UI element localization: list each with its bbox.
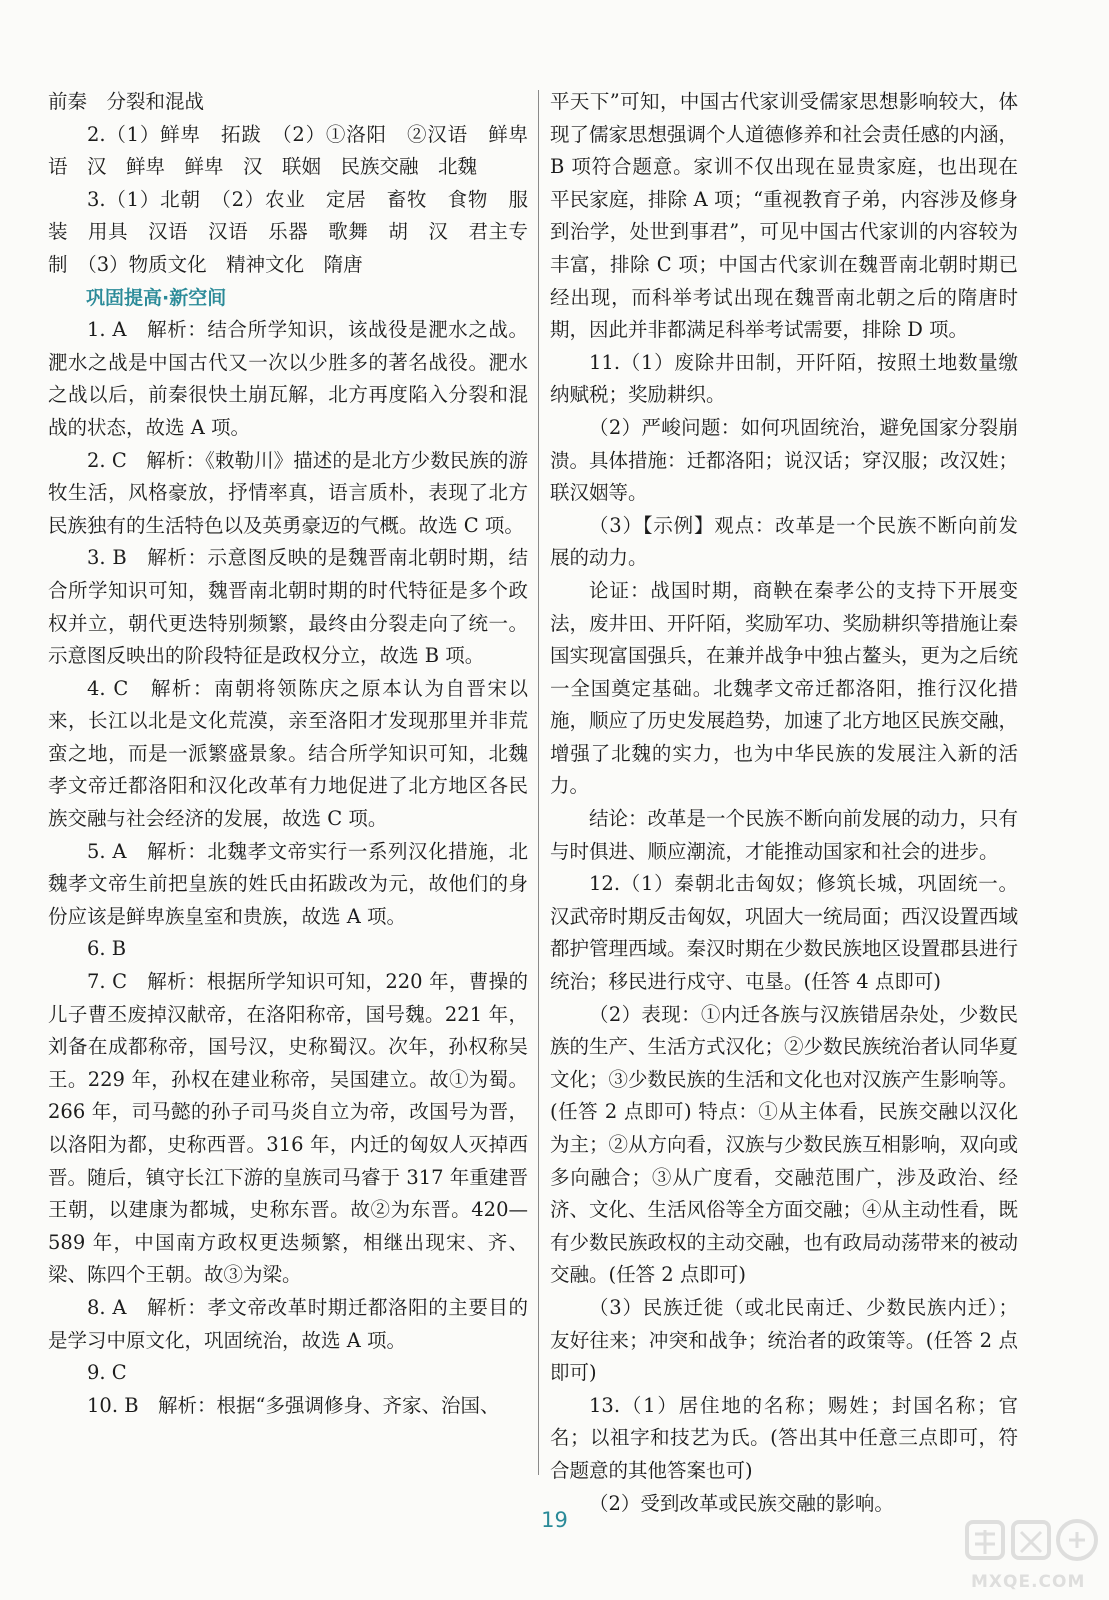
answer-12-part-2: （2）表现：①内迁各族与汉族错居杂处，少数民族的生产、生活方式汉化；②少数民族统治者认同华夏文化；③少数民族的生活和文化也对汉族产生影响等。(任答 2 点即可) 特点：①从主体看，民族交融以汉化为主；②从方向看，汉族与少数民族互相影响，双向或多向融合；③从广度看，交融范围广，涉及政治、经济、文化、生活风俗等全方面交融；④从主动性看，既有少数民族政权的主动交融，也有政局动荡带来的被动交融。(任答 2 点即可) (550, 1002, 1019, 1287)
answer-10-analysis: 10. B 解析：根据“多强调修身、齐家、治国、 (87, 1393, 500, 1417)
answer-8-analysis: 8. A 解析：孝文帝改革时期迁都洛阳的主要目的是学习中原文化，巩固统治，故选 A 项。 (48, 1295, 528, 1352)
answer-13-part-1: 13.（1）居住地的名称；赐姓；封国名称；官名；以祖字和技艺为氏。(答出其中任意三点即可，符合题意的其他答案也可) (550, 1393, 1018, 1482)
answer-11-part-1: 11.（1）废除井田制，开阡陌，按照土地数量缴纳赋税；奖励耕织。 (550, 350, 1018, 407)
answer-2-analysis: 2. C 解析：《敕勒川》描述的是北方少数民族的游牧生活，风格豪放，抒情率真，语言质朴，表现了北方民族独有的生活特色以及英勇豪迈的气概。故选 C 项。 (48, 448, 528, 537)
watermark-logo-icon (963, 1516, 1103, 1572)
answer-12-part-3: （3）民族迁徙（或北民南迁、少数民族内迁）；友好往来；冲突和战争；统治者的政策等。(任答 2 点即可) (550, 1295, 1018, 1385)
watermark-text: MXQE.COM (971, 1572, 1086, 1592)
column-divider (538, 90, 539, 1475)
answer-11-conclusion: 结论：改革是一个民族不断向前发展的动力，只有与时俱进、顺应潮流，才能推动国家和社会的进步。 (550, 807, 1019, 863)
answer-3: 3.（1）北朝 （2）农业 定居 畜牧 食物 服装 用具 汉语 汉语 乐器 歌舞 胡 汉 君主专制 （3）物质文化 精神文化 隋唐 (48, 187, 528, 276)
answer-2: 2.（1）鲜卑 拓跋 （2）①洛阳 ②汉语 鲜卑语 汉 鲜卑 鲜卑 汉 联姻 民族交融 北魏 (48, 122, 528, 179)
left-column (48, 86, 528, 1422)
answer-13-part-2: （2）受到改革或民族交融的影响。 (589, 1491, 894, 1515)
answer-line-continuation: 前秦 分裂和混战 (48, 90, 205, 113)
answer-6: 6. B (87, 937, 127, 961)
answer-1-analysis: 1. A 解析：结合所学知识，该战役是淝水之战。淝水之战是中国古代又一次以少胜多的著名战役。淝水之战以后，前秦很快土崩瓦解，北方再度陷入分裂和混战的状态，故选 A 项。 (48, 318, 528, 439)
answer-11-part-3: （3）【示例】观点：改革是一个民族不断向前发展的动力。 (550, 513, 1018, 570)
right-column (550, 86, 1018, 1520)
answer-10-continuation: 平天下”可知，中国古代家训受儒家思想影响较大，体现了儒家思想强调个人道德修养和社会责任感的内涵，B 项符合题意。家训不仅出现在显贵家庭，也出现在平民家庭，排除 A 项；“重视教育子弟，内容涉及修身到治学，处世到事君”，可见中国古代家训的内容较为丰富，排除 C 项；中国古代家训在魏晋南北朝时期已经出现，而科举考试出现在魏晋南北朝之后的隋唐时期，因此并非都满足科举考试需要，排除 D 项。 (550, 90, 1019, 342)
answer-12-part-1: 12.（1）秦朝北击匈奴；修筑长城，巩固统一。汉武帝时期反击匈奴，巩固大一统局面；西汉设置西域都护管理西域。秦汉时期在少数民族地区设置郡县进行统治；移民进行戍守、屯垦。(任答 4 点即可) (550, 872, 1019, 994)
answer-3-analysis: 3. B 解析：示意图反映的是魏晋南北朝时期，结合所学知识可知，魏晋南北朝时期的时代特征是多个政权并立，朝代更迭特别频繁，最终由分裂走向了统一。示意图反映出的阶段特征是政权分立，故选 B 项。 (48, 546, 528, 668)
answer-7-analysis: 7. C 解析：根据所学知识可知，220 年，曹操的儿子曹丕废掉汉献帝，在洛阳称帝，国号魏。221 年，刘备在成都称帝，国号汉，史称蜀汉。次年，孙权称吴王。229 年，孙权在建业称帝，吴国建立。故①为蜀。266 年，司马懿的孙子司马炎自立为帝，改国号为晋，以洛阳为都，史称西晋。316 年，内迁的匈奴人灭掉西晋。随后，镇守长江下游的皇族司马睿于 317 年重建晋王朝，以建康为都城，史称东晋。故②为东晋。420—589 年，中国南方政权更迭频繁，相继出现宋、齐、梁、陈四个王朝。故③为梁。 (48, 970, 528, 1287)
section-heading: 巩固提高·新空间 (86, 286, 227, 309)
answer-5-analysis: 5. A 解析：北魏孝文帝实行一系列汉化措施，北魏孝文帝生前把皇族的姓氏由拓跋改为元，故他们的身份应该是鲜卑族皇室和贵族，故选 A 项。 (48, 839, 528, 928)
answer-9: 9. C (87, 1361, 127, 1385)
answer-4-analysis: 4. C 解析：南朝将领陈庆之原本认为自晋宋以来，长江以北是文化荒漠，亲至洛阳才发现那里并非荒蛮之地，而是一派繁盛景象。结合所学知识可知，北魏孝文帝迁都洛阳和汉化改革有力地促进了北方地区各民族交融与社会经济的发展，故选 C 项。 (48, 676, 528, 831)
answer-11-part-2: （2）严峻问题：如何巩固统治，避免国家分裂崩溃。具体措施：迁都洛阳；说汉话；穿汉服；改汉姓；联汉姻等。 (550, 415, 1019, 505)
watermark-logo (963, 1516, 1103, 1594)
page-number: 19 (541, 1508, 568, 1532)
answer-11-argument: 论证：战国时期，商鞅在秦孝公的支持下开展变法，废井田、开阡陌，奖励军功、奖励耕织等措施让秦国实现富国强兵，在兼并战争中独占鳌头，更为之后统一全国奠定基础。北魏孝文帝迁都洛阳，推行汉化措施，顺应了历史发展趋势，加速了北方地区民族交融，增强了北魏的实力，也为中华民族的发展注入新的活力。 (550, 578, 1019, 798)
